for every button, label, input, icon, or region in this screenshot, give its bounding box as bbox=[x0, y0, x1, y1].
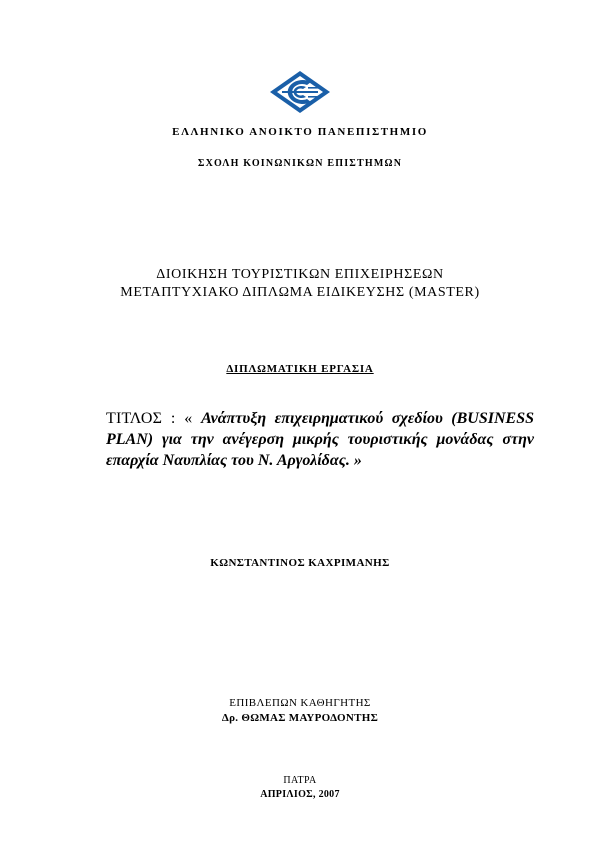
school-name: ΣΧΟΛΗ ΚΟΙΝΩΝΙΚΩΝ ΕΠΙΣΤΗΜΩΝ bbox=[197, 158, 403, 169]
university-name: ΕΛΛΗΝΙΚΟ ΑΝΟΙΚΤΟ ΠΑΝΕΠΙΣΤΗΜΙΟ bbox=[172, 126, 428, 138]
supervisor-label: ΕΠΙΒΛΕΠΩΝ ΚΑΘΗΓΗΤΗΣ bbox=[229, 697, 371, 709]
thesis-title-prefix: ΤΙΤΛΟΣ : « bbox=[106, 410, 202, 427]
thesis-title-line-2: PLAN) για την ανέγερση μικρής τουριστικής μονάδας στην bbox=[106, 431, 534, 448]
thesis-title-line-1 bbox=[106, 408, 534, 429]
program-name: ΔΙΟΙΚΗΣΗ ΤΟΥΡΙΣΤΙΚΩΝ ΕΠΙΧΕΙΡΗΣΕΩΝ bbox=[156, 267, 444, 282]
date: ΑΠΡΙΛΙΟΣ, 2007 bbox=[260, 789, 340, 800]
supervisor-name: Δρ. ΘΩΜΑΣ ΜΑΥΡΟΔΟΝΤΗΣ bbox=[221, 712, 379, 724]
author-name: ΚΩΝΣΤΑΝΤΙΝΟΣ ΚΑΧΡΙΜΑΝΗΣ bbox=[210, 557, 390, 569]
city: ΠΑΤΡΑ bbox=[283, 775, 317, 786]
degree-name: ΜΕΤΑΠΤΥΧΙΑΚΟ ΔΙΠΛΩΜΑ ΕΙΔΙΚΕΥΣΗΣ (MASTER) bbox=[120, 285, 480, 300]
university-logo-icon bbox=[268, 70, 332, 114]
thesis-title-line-3: επαρχία Ναυπλίας του Ν. Αργολίδας. » bbox=[106, 452, 362, 469]
thesis-title-text-1: Ανάπτυξη επιχειρηματικού σχεδίου (BUSINESS bbox=[201, 410, 534, 427]
thesis-type-heading: ΔΙΠΛΩΜΑΤΙΚΗ ΕΡΓΑΣΙΑ bbox=[226, 363, 374, 375]
thesis-title bbox=[106, 408, 534, 471]
